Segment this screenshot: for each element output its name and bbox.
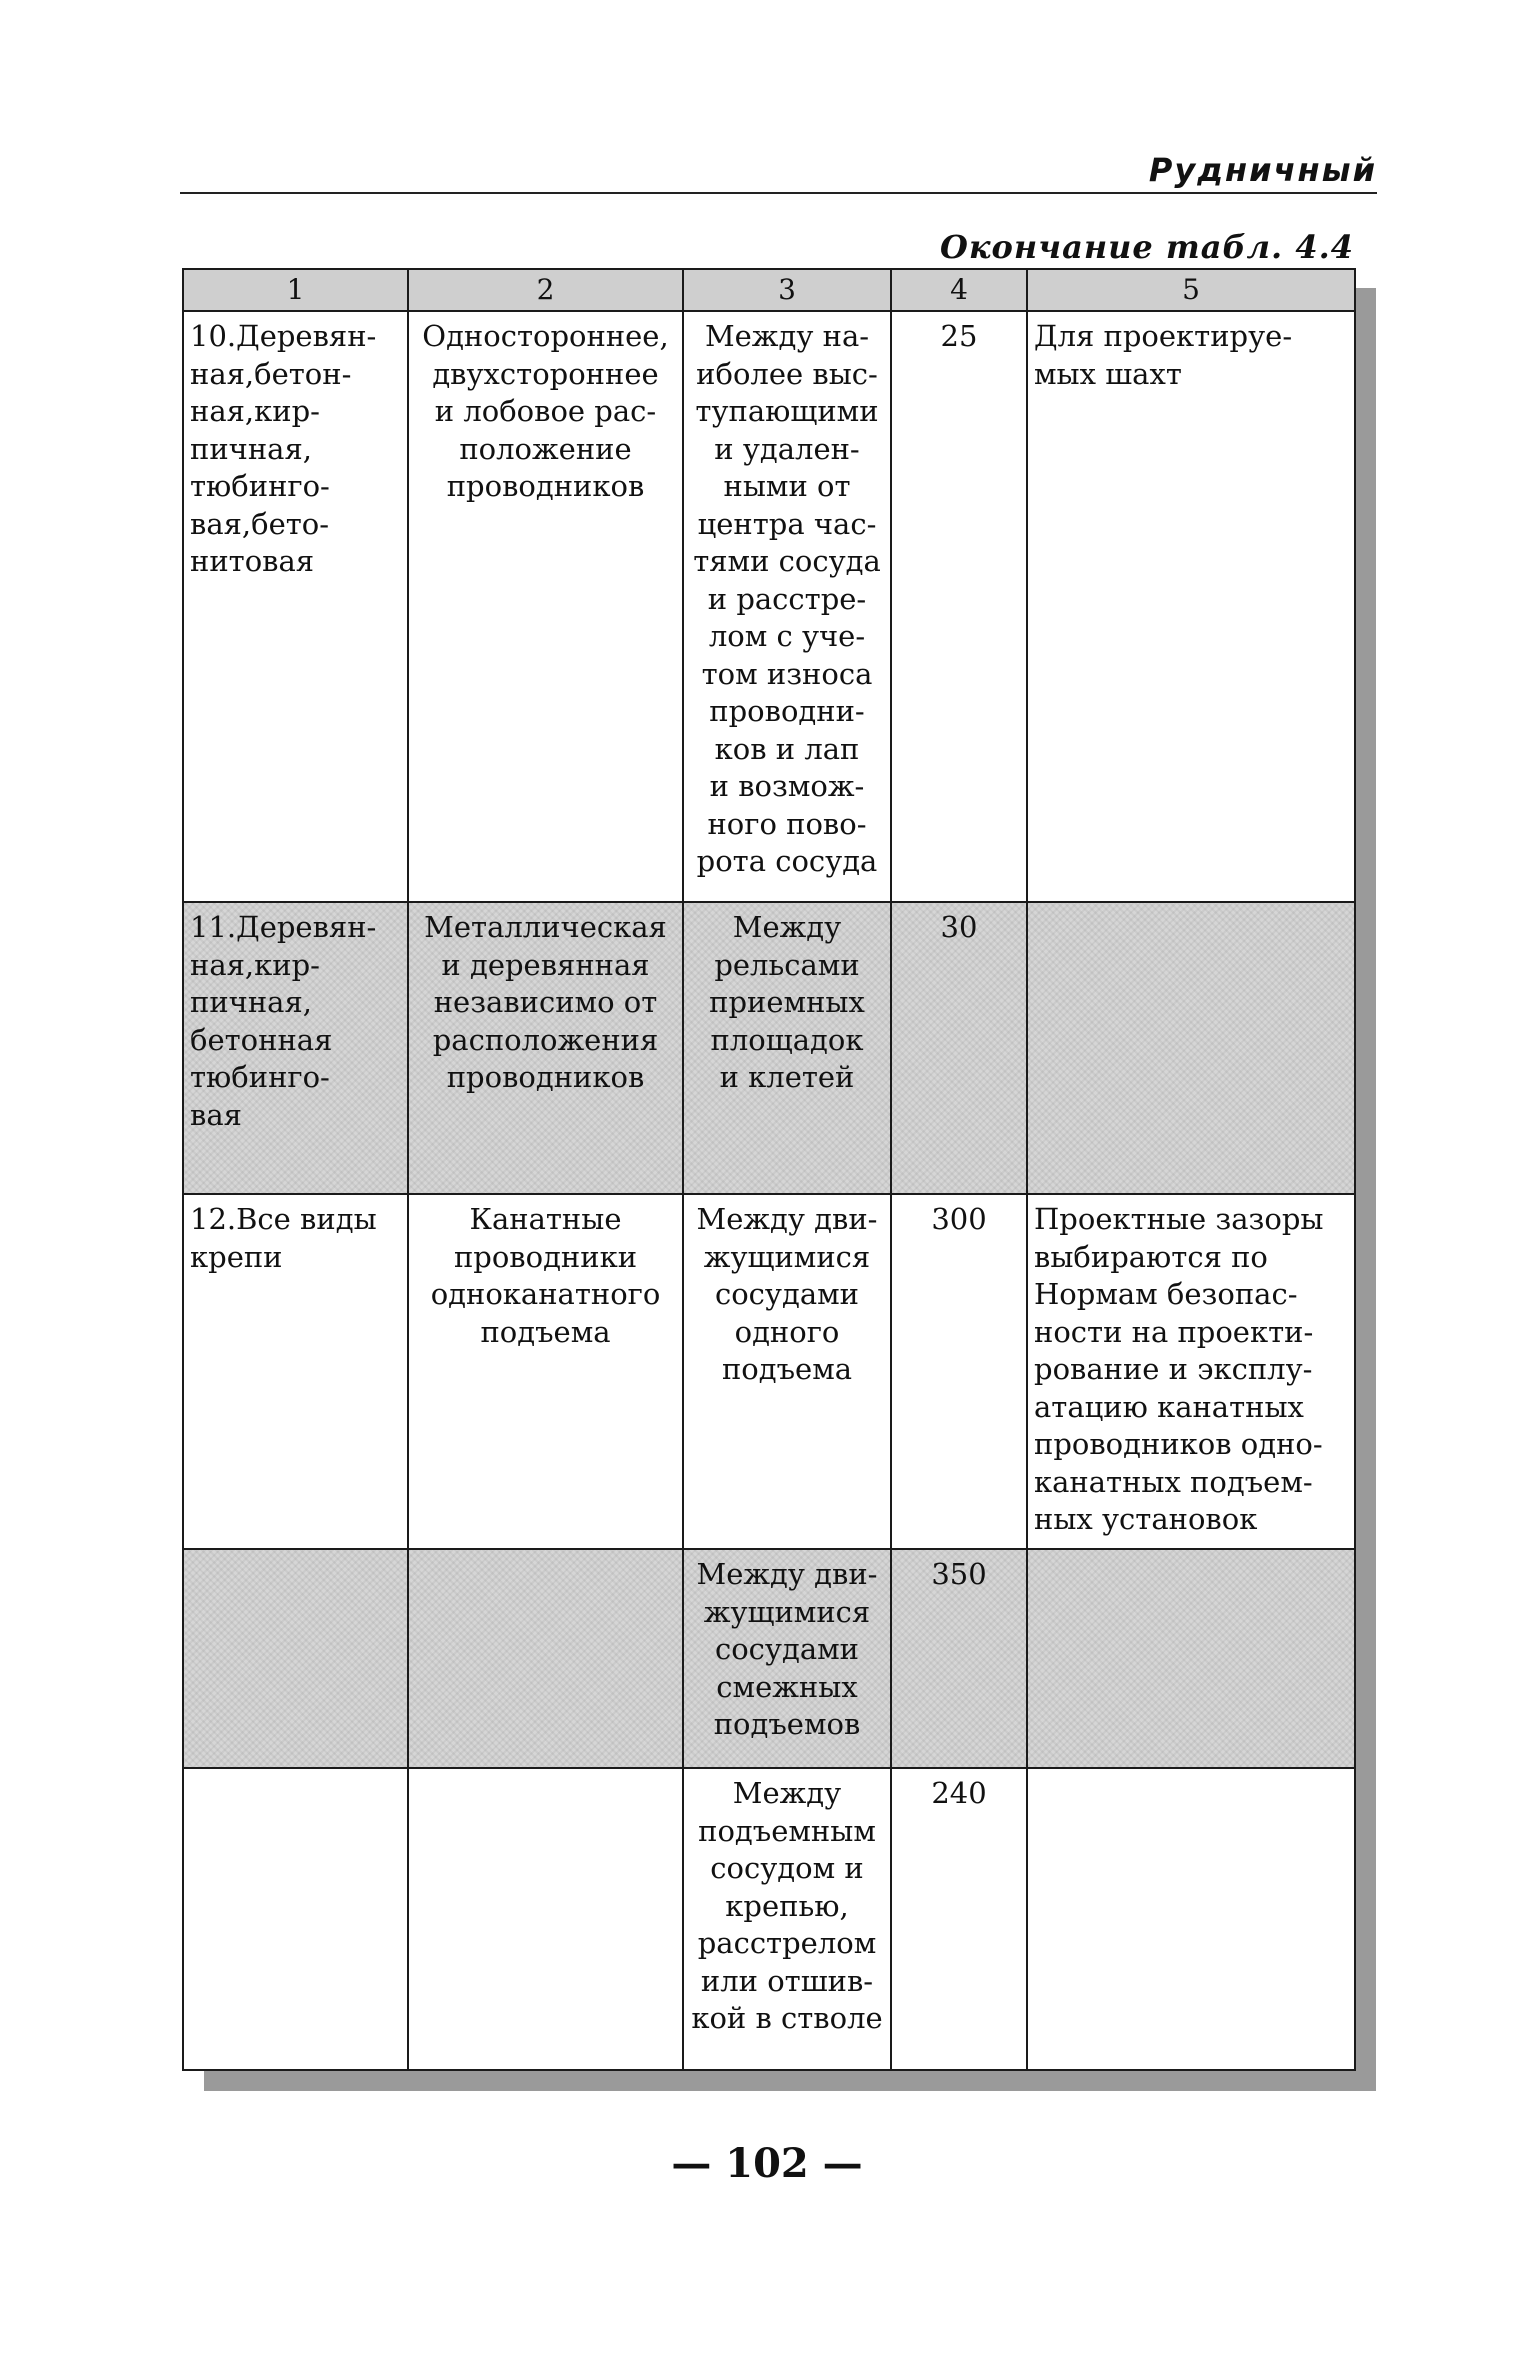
column-header-1: 1 (183, 269, 408, 311)
data-table (182, 268, 1356, 2071)
table-caption: Окончание табл. 4.4 (940, 228, 1354, 266)
cell-gap-value: 25 (891, 311, 1027, 902)
cell-note (1027, 1768, 1355, 2070)
cell-support-type (183, 1549, 408, 1768)
cell-gap-between: Между рельсами приемных площадок и клетей (683, 902, 891, 1194)
cell-guide-arrangement: Металлическая и деревянная независимо от расположения проводников (408, 902, 683, 1194)
cell-gap-between: Между дви- жущимися сосудами смежных подъемов (683, 1549, 891, 1768)
table-row (183, 902, 1355, 1194)
running-head: Рудничный (180, 150, 1377, 194)
column-header-2: 2 (408, 269, 683, 311)
column-header-4: 4 (891, 269, 1027, 311)
table-row (183, 1549, 1355, 1768)
cell-note (1027, 902, 1355, 1194)
cell-guide-arrangement (408, 1549, 683, 1768)
cell-note: Проектные зазоры выбираются по Нормам безопас- ности на проекти- рование и эксплу- атацию канатных проводников одно- канатных подъем- ных установок (1027, 1194, 1355, 1549)
table-row (183, 1768, 1355, 2070)
cell-guide-arrangement (408, 1768, 683, 2070)
table-header-row (183, 269, 1355, 311)
cell-gap-value: 350 (891, 1549, 1027, 1768)
cell-gap-value: 240 (891, 1768, 1027, 2070)
cell-gap-value: 30 (891, 902, 1027, 1194)
cell-support-type: 10.Деревян- ная,бетон- ная,кир- пичная, тюбинго- вая,бето- нитовая (183, 311, 408, 902)
cell-guide-arrangement: Одностороннее, двухстороннее и лобовое рас- положение проводников (408, 311, 683, 902)
table-row (183, 311, 1355, 902)
page-number: — 102 — (671, 2140, 863, 2187)
cell-support-type (183, 1768, 408, 2070)
column-header-3: 3 (683, 269, 891, 311)
cell-gap-between: Между на- иболее выс- тупающими и удален- ными от центра час- тями сосуда и расстре- лом с уче- том износа проводни- ков и лап и возмож- ного пово- рота сосуда (683, 311, 891, 902)
cell-note (1027, 1549, 1355, 1768)
cell-note: Для проектируе- мых шахт (1027, 311, 1355, 902)
table-container (182, 268, 1354, 2071)
column-header-5: 5 (1027, 269, 1355, 311)
cell-gap-value: 300 (891, 1194, 1027, 1549)
cell-gap-between: Между дви- жущимися сосудами одного подъема (683, 1194, 891, 1549)
cell-support-type: 12.Все виды крепи (183, 1194, 408, 1549)
cell-guide-arrangement: Канатные проводники одноканатного подъема (408, 1194, 683, 1549)
cell-support-type: 11.Деревян- ная,кир- пичная, бетонная тюбинго- вая (183, 902, 408, 1194)
cell-gap-between: Между подъемным сосудом и крепью, расстрелом или отшив- кой в стволе (683, 1768, 891, 2070)
table-row (183, 1194, 1355, 1549)
